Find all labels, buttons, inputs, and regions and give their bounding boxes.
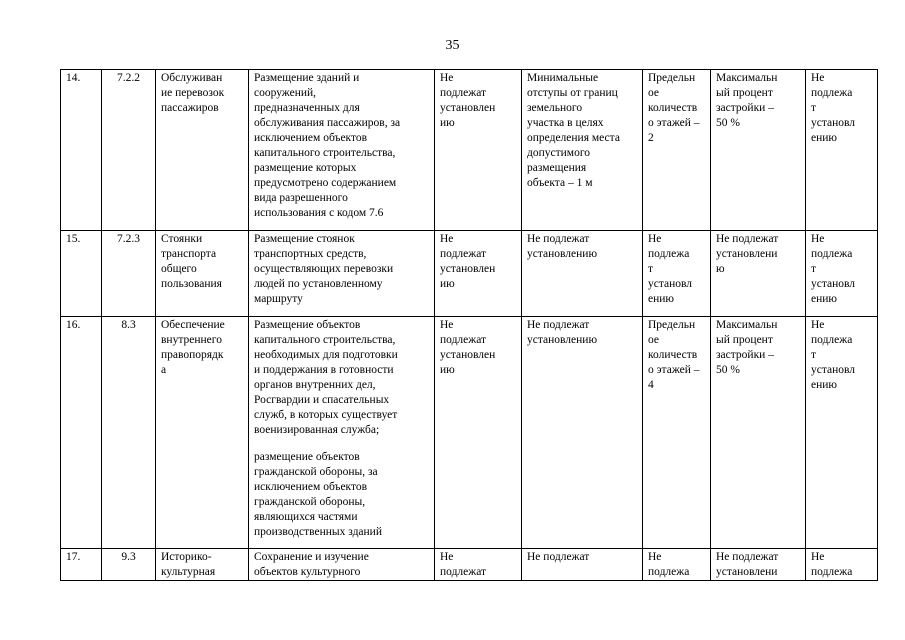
use-code-cell: 7.2.3 <box>102 231 156 317</box>
use-name-cell: Стоянки транспорта общего пользования <box>156 231 249 317</box>
use-code-cell: 9.3 <box>102 549 156 581</box>
table-row <box>61 549 878 581</box>
table-row <box>61 231 878 317</box>
use-code-cell: 7.2.2 <box>102 70 156 231</box>
use-name-cell: Историко- культурная <box>156 549 249 581</box>
table-row <box>61 70 878 231</box>
description-paragraph: размещение объектов гражданской обороны, за исключением объектов гражданской обороны, являющихся частями производственных зданий <box>254 451 382 538</box>
setback-cell: Минимальные отступы от границ земельного участка в целях определения места допустимого размещения объекта – 1 м <box>522 70 643 231</box>
use-description-cell <box>249 317 435 549</box>
row-number-cell: 14. <box>61 70 102 231</box>
plot-size-cell: Не подлежат установлен ию <box>435 317 522 549</box>
floors-cell: Не подлежа <box>643 549 711 581</box>
floors-cell: Предельн ое количеств о этажей – 4 <box>643 317 711 549</box>
plot-size-cell: Не подлежат установлен ию <box>435 70 522 231</box>
use-description-cell: Размещение зданий и сооружений, предназначенных для обслуживания пассажиров, за исключением объектов капитального строительства, размещение которых предусмотрено содержанием вида разрешенного использования с кодом 7.6 <box>249 70 435 231</box>
use-name-cell: Обслуживан ие перевозок пассажиров <box>156 70 249 231</box>
setback-cell: Не подлежат установлению <box>522 231 643 317</box>
coverage-cell: Не подлежат установлени ю <box>711 231 806 317</box>
other-limits-cell: Не подлежа т установл ению <box>806 317 878 549</box>
setback-cell: Не подлежат установлению <box>522 317 643 549</box>
plot-size-cell: Не подлежат <box>435 549 522 581</box>
row-number-cell: 16. <box>61 317 102 549</box>
coverage-cell: Максимальн ый процент застройки – 50 % <box>711 317 806 549</box>
floors-cell: Не подлежа т установл ению <box>643 231 711 317</box>
row-number-cell: 17. <box>61 549 102 581</box>
use-description-cell: Размещение стоянок транспортных средств, осуществляющих перевозки людей по установленному маршруту <box>249 231 435 317</box>
floors-cell: Предельн ое количеств о этажей – 2 <box>643 70 711 231</box>
coverage-cell: Не подлежат установлени <box>711 549 806 581</box>
use-description-cell: Сохранение и изучение объектов культурного <box>249 549 435 581</box>
other-limits-cell: Не подлежа <box>806 549 878 581</box>
land-use-table <box>60 69 878 581</box>
page-number: 35 <box>445 38 460 53</box>
use-code-cell: 8.3 <box>102 317 156 549</box>
other-limits-cell: Не подлежа т установл ению <box>806 70 878 231</box>
other-limits-cell: Не подлежа т установл ению <box>806 231 878 317</box>
table-row <box>61 317 878 549</box>
row-number-cell: 15. <box>61 231 102 317</box>
use-name-cell: Обеспечение внутреннего правопорядк а <box>156 317 249 549</box>
coverage-cell: Максимальн ый процент застройки – 50 % <box>711 70 806 231</box>
setback-cell: Не подлежат <box>522 549 643 581</box>
description-paragraph: Размещение объектов капитального строительства, необходимых для подготовки и поддержания в готовности органов внутренних дел, Росгвардии и спасательных служб, в которых существует военизированная служба; <box>254 319 398 436</box>
plot-size-cell: Не подлежат установлен ию <box>435 231 522 317</box>
